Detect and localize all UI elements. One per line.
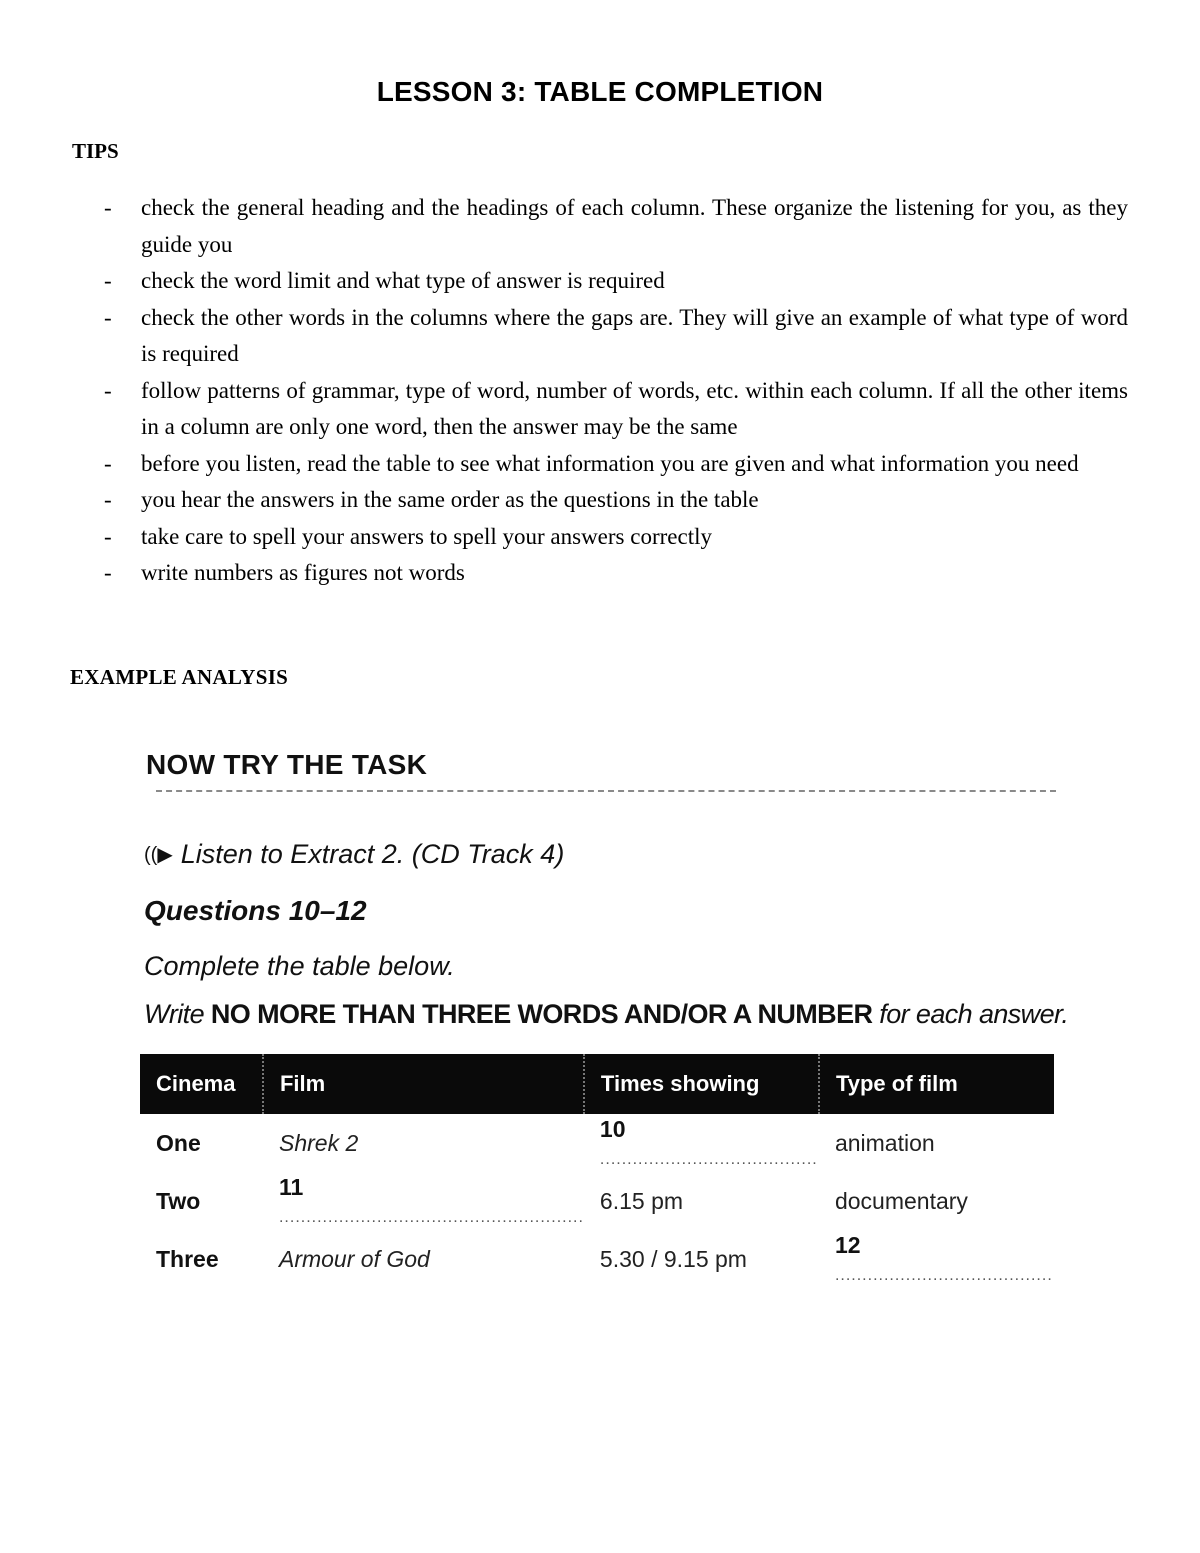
tip-item bbox=[0, 482, 1200, 519]
table-row bbox=[140, 1230, 1054, 1288]
bullet-dash: - bbox=[104, 523, 112, 549]
audio-play-icon: ((▶ bbox=[144, 844, 173, 866]
instruction-text: for each answer. bbox=[872, 999, 1069, 1029]
tip-item bbox=[0, 373, 1200, 446]
tip-text: follow patterns of grammar, type of word, number of words, etc. within each column. If all the other items in a column are only one word, then the answer may be the same bbox=[141, 377, 1128, 439]
table-row bbox=[140, 1114, 1054, 1172]
film-cell: Armour of God bbox=[278, 1245, 430, 1272]
tip-text: before you listen, read the table to see what information you are given and what information you need bbox=[141, 450, 1079, 476]
tip-item bbox=[0, 300, 1200, 373]
film-cell bbox=[263, 1172, 584, 1230]
bullet-dash: - bbox=[104, 560, 112, 585]
bullet-dash: - bbox=[104, 268, 112, 293]
word-limit-text: NO MORE THAN THREE WORDS AND/OR A NUMBER bbox=[210, 999, 873, 1029]
task-heading: NOW TRY THE TASK bbox=[146, 749, 428, 780]
cinema-cell: One bbox=[156, 1129, 201, 1156]
tip-item bbox=[0, 519, 1200, 556]
tip-item bbox=[0, 446, 1200, 483]
cinema-cell: Two bbox=[156, 1187, 201, 1214]
table-header-row bbox=[140, 1054, 1054, 1114]
bullet-dash: - bbox=[104, 487, 112, 512]
tip-item bbox=[0, 263, 1200, 300]
questions-range: Questions 10–12 bbox=[144, 895, 367, 926]
question-number: 11 bbox=[278, 1174, 304, 1200]
tips-list bbox=[0, 190, 1200, 592]
tip-text: check the general heading and the headings of each column. These organize the listening for you, as they guide you bbox=[141, 195, 1128, 257]
column-header-cinema: Cinema bbox=[140, 1054, 263, 1114]
bullet-dash: - bbox=[104, 450, 112, 476]
column-header-times: Times showing bbox=[584, 1054, 819, 1114]
task-image bbox=[140, 745, 1069, 1305]
type-cell bbox=[819, 1230, 1054, 1288]
tip-text: take care to spell your answers to spell your answers correctly bbox=[141, 523, 712, 549]
times-cell bbox=[584, 1114, 819, 1172]
instruction-complete: Complete the table below. bbox=[144, 951, 455, 981]
bullet-dash: - bbox=[104, 304, 112, 330]
column-header-film: Film bbox=[263, 1054, 584, 1114]
tip-text: check the other words in the columns where the gaps are. They will give an example of what type of word is required bbox=[141, 304, 1128, 366]
type-cell: animation bbox=[834, 1129, 935, 1156]
table-row bbox=[140, 1172, 1054, 1230]
column-header-type: Type of film bbox=[819, 1054, 1054, 1114]
times-cell: 5.30 / 9.15 pm bbox=[599, 1245, 747, 1272]
instruction-word-limit bbox=[144, 999, 1068, 1030]
cinema-cell: Three bbox=[156, 1245, 219, 1272]
divider bbox=[156, 790, 1056, 792]
film-cell: Shrek 2 bbox=[278, 1129, 359, 1156]
question-number: 10 bbox=[599, 1116, 626, 1142]
bullet-dash: - bbox=[104, 195, 112, 220]
listen-text: Listen to Extract 2. (CD Track 4) bbox=[180, 839, 565, 869]
answer-blank[interactable]: ........................................................ bbox=[278, 1209, 584, 1226]
tip-text: you hear the answers in the same order as the questions in the table bbox=[141, 487, 759, 512]
listen-instruction bbox=[144, 839, 564, 870]
tip-text: check the word limit and what type of answer is required bbox=[141, 268, 665, 293]
times-cell: 6.15 pm bbox=[599, 1187, 684, 1214]
answer-blank[interactable]: ........................................ bbox=[599, 1151, 818, 1168]
tip-item bbox=[0, 190, 1200, 263]
bullet-dash: - bbox=[104, 377, 112, 403]
instruction-text: Write bbox=[144, 999, 211, 1029]
type-cell: documentary bbox=[834, 1187, 968, 1214]
example-analysis-heading: EXAMPLE ANALYSIS bbox=[70, 665, 289, 689]
tips-heading: TIPS bbox=[72, 139, 119, 163]
page-title: LESSON 3: TABLE COMPLETION bbox=[376, 76, 824, 107]
answer-blank[interactable]: ........................................ bbox=[834, 1267, 1053, 1284]
tip-item bbox=[0, 555, 1200, 592]
tip-text: write numbers as figures not words bbox=[141, 560, 465, 585]
cinema-table bbox=[140, 1054, 1054, 1288]
question-number: 12 bbox=[834, 1232, 861, 1258]
